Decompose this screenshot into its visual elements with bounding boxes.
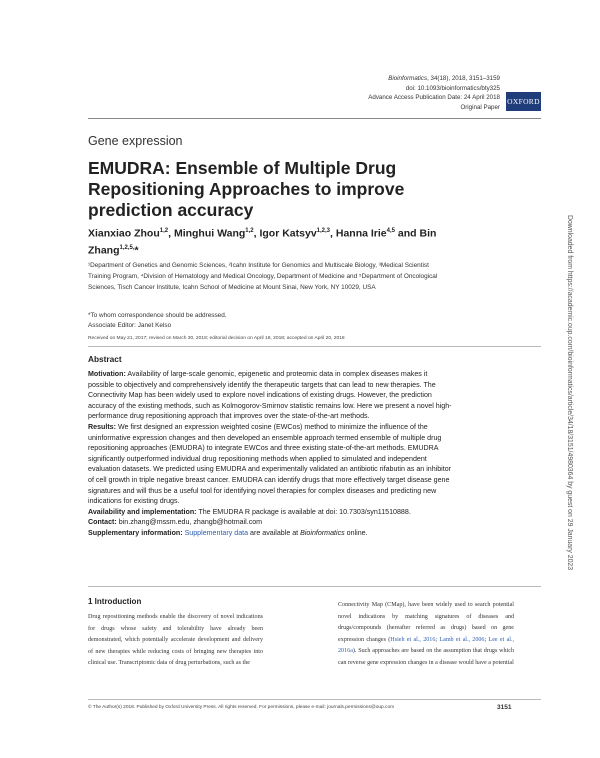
- contact-paragraph: [88, 517, 452, 528]
- author-name: , Igor Katsyv: [253, 227, 317, 240]
- journal-header: [368, 74, 500, 112]
- intro-column-left: Drug repositioning methods enable the discovery of novel indications for drugs whose safety and tolerability have already been demonstrated, which potentially accelerate development and delivery of new therapies while reducing costs of bringing new therapies into clinical use. Transcriptomic data of drug perturbations, such as the: [88, 614, 263, 666]
- author-affil: 4,5: [386, 228, 395, 234]
- supplementary-data-link[interactable]: Supplementary data: [182, 528, 249, 537]
- supplementary-journal: Bioinformatics: [300, 528, 345, 537]
- citation-link[interactable]: Lamb et al., 2006: [439, 636, 485, 643]
- contact-text[interactable]: bin.zhang@mssm.edu, zhangb@hotmail.com: [116, 518, 263, 527]
- abstract-bottom-rule: [88, 586, 541, 587]
- correspondence-note: *To whom correspondence should be addressed.: [88, 312, 227, 319]
- results-text: We first designed an expression weighted cosine (EWCos) method to minimize the influence of the uninformative expression changes and then developed an ensemble approach termed ensemble of multiple drug repositioning approaches (EMUDRA) to integrate EWCos and three existing state-of-the-art methods. EMUDRA significantly outperformed individual drug repositioning methods when applied to simulated and independent evaluation datasets. We predicted using EMUDRA and experimentally validated an antibiotic rifabutin as an inhibitor of cell growth in triple negative breast cancer. EMUDRA can identify drugs that more effectively target disease gene signatures and will thus be a useful tool for identifying novel therapies for complex diseases and predicting new indications for existing drugs.: [88, 422, 452, 506]
- supplementary-label: Supplementary information:: [88, 528, 183, 537]
- motivation-label: Motivation:: [88, 370, 126, 378]
- abstract-body: [88, 369, 452, 539]
- availability-label: Availability and implementation:: [88, 507, 197, 516]
- page-number: 3151: [497, 704, 512, 711]
- intro-text: Connectivity Map (CMap), have been widely used to search potential novel indications by matching signatures of diseases and drugs/compounds (hereafter referred as drugs) based on gene expression changes (: [338, 602, 514, 643]
- corresponding-mark: *: [134, 244, 139, 256]
- affiliations: ¹Department of Genetics and Genomic Sciences, ²Icahn Institute for Genomics and Multiscale Biology, ³Medical Scientist Training Program, ⁴Division of Hematology and Medical Oncology, Department of Medicine and ⁵Department of Oncological Sciences, Tisch Cancer Institute, Icahn School of Medicine at Mount Sinai, New York, NY 10029, USA: [88, 262, 438, 291]
- intro-text: ). Such approaches are based on the assumption that drugs which can reverse gene expression changes in a disease would have a potential: [338, 648, 514, 666]
- citation-link[interactable]: Lee et al., 2016a: [338, 636, 515, 654]
- download-watermark-text: Downloaded from https://academic.oup.com/bioinformatics/article/34/18/3151/4980364 by guest on 29 January 2023: [566, 215, 573, 571]
- results-label: Results:: [88, 422, 116, 431]
- received-dates: Received on May 21, 2017; revised on March 30, 2018; editorial decision on April 18, 2018; accepted on April 20, 2018: [88, 336, 345, 341]
- header-divider: [88, 118, 541, 119]
- citation-link[interactable]: Hsieh et al., 2016: [390, 636, 436, 643]
- advance-access-date: Advance Access Publication Date: 24 April 2018: [368, 94, 500, 102]
- author-affil: 1,2: [159, 228, 169, 234]
- author-name: Xianxiao Zhou: [88, 227, 160, 240]
- oxford-logo: OXFORD: [506, 92, 541, 111]
- author-list: [88, 224, 448, 257]
- separator: ;: [435, 636, 440, 643]
- separator: ;: [484, 636, 489, 643]
- journal-name: Bioinformatics: [388, 75, 428, 82]
- doi[interactable]: doi: 10.1093/bioinformatics/bty325: [405, 84, 500, 92]
- contact-label: Contact:: [88, 518, 117, 527]
- intro-column-right: [338, 600, 514, 669]
- supplementary-paragraph: [88, 528, 452, 539]
- copyright-footer: © The Author(s) 2018. Published by Oxford University Press. All rights reserved. For permissions, please e-mail: journals.permissions@oup.com: [88, 705, 395, 710]
- associate-editor: Associate Editor: Janet Kelso: [88, 322, 172, 329]
- citation: , 34(18), 2018, 3151–3159: [427, 75, 500, 82]
- author-name: , Hanna Irie: [330, 227, 387, 240]
- author-name: and Bin Zhang: [88, 227, 437, 256]
- supplementary-end: online.: [344, 528, 368, 537]
- abstract-top-rule: [88, 346, 541, 347]
- article-type: Original Paper: [460, 103, 500, 111]
- footer-rule: [88, 699, 541, 700]
- author-affil: 1,2: [245, 228, 254, 234]
- abstract-heading: Abstract: [88, 354, 122, 364]
- download-watermark: [563, 215, 575, 585]
- results-paragraph: [88, 422, 452, 507]
- motivation-paragraph: [88, 369, 452, 422]
- supplementary-text: are available at: [248, 528, 301, 537]
- author-name: , Minghui Wang: [168, 227, 246, 240]
- correspondence-block: [88, 311, 227, 331]
- paper-title: EMUDRA: Ensemble of Multiple Drug Repositioning Approaches to improve prediction accuracy: [88, 158, 405, 220]
- motivation-text: Availability of large-scale genomic, epigenetic and proteomic data in complex diseases makes it possible to objectively and comprehensively identify the therapeutic targets that can lead to new therapies. The Connectivity Map has been widely used to explore novel indications of existing drugs. However, the prediction accuracy of the existing methods, such as Kolmogorov-Smirnov statistic remains low. Here we present a novel high-performance drug repositioning approach that improves over the state-of-the-art methods.: [88, 370, 452, 421]
- author-affil: 1,2,5,: [119, 244, 135, 251]
- author-affil: 1,2,3: [316, 228, 331, 234]
- section-label: Gene expression: [88, 134, 183, 148]
- availability-text: The EMUDRA R package is available at doi: 10.7303/syn11510888.: [196, 507, 411, 516]
- availability-paragraph: [88, 507, 452, 518]
- introduction-heading: 1 Introduction: [88, 597, 142, 606]
